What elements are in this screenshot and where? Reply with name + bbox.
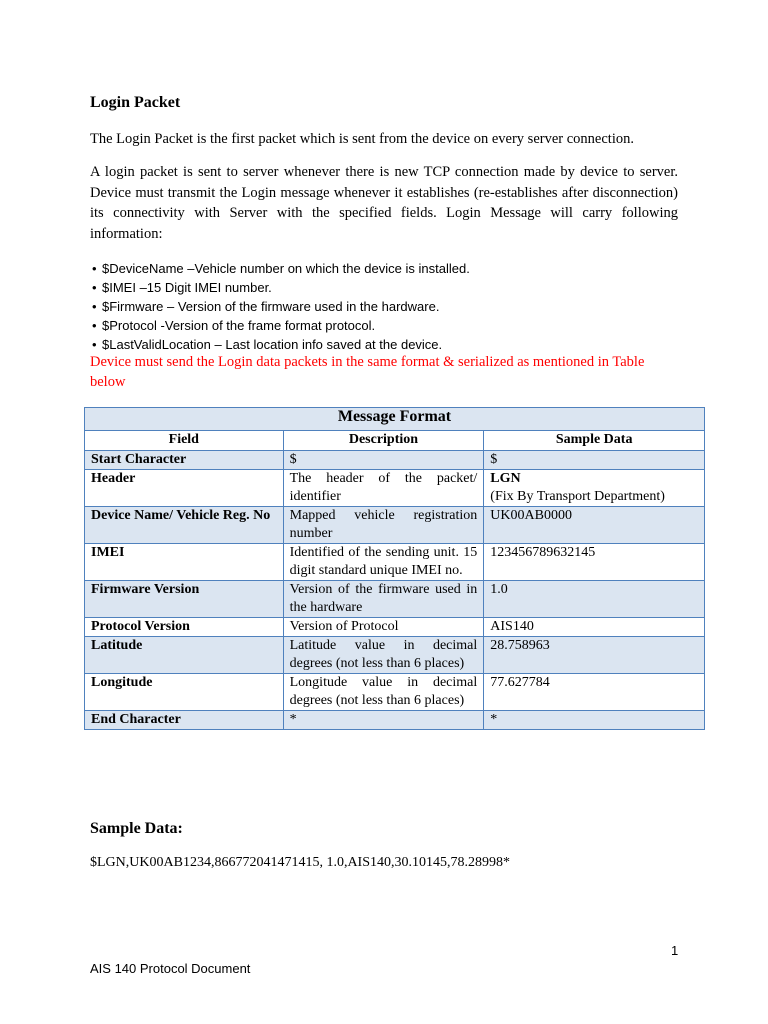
section-heading: Login Packet: [90, 94, 181, 111]
field-cell: Protocol Version: [85, 618, 284, 637]
table-row: [85, 507, 705, 544]
sample-data-string: $LGN,UK00AB1234,866772041471415, 1.0,AIS140,30.10145,78.28998*: [90, 855, 510, 870]
column-header-description: Description: [283, 431, 484, 451]
table-row: [85, 470, 705, 507]
field-cell: Longitude: [85, 674, 284, 711]
description-cell: The header of the packet/ identifier: [283, 470, 484, 507]
page-number: 1: [671, 943, 679, 958]
bullet-icon: •: [92, 299, 97, 314]
field-cell: Device Name/ Vehicle Reg. No: [85, 507, 284, 544]
sample-note: (Fix By Transport Department): [490, 489, 665, 504]
sample-cell: 77.627784: [484, 674, 705, 711]
table-row: [85, 637, 705, 674]
sample-cell: 1.0: [484, 581, 705, 618]
table-row: [85, 618, 705, 637]
field-cell: IMEI: [85, 544, 284, 581]
bullet-icon: •: [92, 318, 97, 333]
description-cell: Version of Protocol: [283, 618, 484, 637]
page-footer: AIS 140 Protocol Document: [90, 961, 251, 976]
description-paragraph: A login packet is sent to server whenever there is new TCP connection made by device to server. Device must transmit the Login message whenever it establishes (re-establishes after disconnection) its connectivity with Server with the specified fields. Login Message will carry following information:: [90, 164, 678, 242]
login-fields-list: [92, 259, 470, 354]
field-cell: Header: [85, 470, 284, 507]
column-header-field: Field: [85, 431, 284, 451]
table-header-row: [85, 431, 705, 451]
bullet-icon: •: [92, 261, 97, 276]
description-cell: Longitude value in decimal degrees (not less than 6 places): [283, 674, 484, 711]
sample-data-heading: Sample Data:: [90, 820, 183, 837]
field-cell: Start Character: [85, 451, 284, 470]
sample-cell: [484, 470, 705, 507]
list-item: • $Protocol -Version of the frame format protocol.: [92, 318, 376, 333]
serialization-note: Device must send the Login data packets in the same format & serialized as mentioned in Table below: [90, 354, 645, 390]
bullet-icon: •: [92, 337, 97, 352]
sample-cell: 123456789632145: [484, 544, 705, 581]
table-row: [85, 711, 705, 730]
list-item: • $LastValidLocation – Last location info saved at the device.: [92, 337, 443, 352]
sample-value: LGN: [490, 471, 521, 486]
intro-paragraph: The Login Packet is the first packet which is sent from the device on every server connection.: [90, 131, 634, 147]
list-item: • $DeviceName –Vehicle number on which the device is installed.: [92, 261, 470, 276]
table-row: [85, 674, 705, 711]
table-caption: Message Format: [85, 408, 705, 431]
table-row: [85, 581, 705, 618]
list-item: • $Firmware – Version of the firmware used in the hardware.: [92, 299, 440, 314]
description-cell: Latitude value in decimal degrees (not less than 6 places): [283, 637, 484, 674]
description-cell: Mapped vehicle registration number: [283, 507, 484, 544]
message-format-table: [84, 407, 705, 730]
field-cell: Latitude: [85, 637, 284, 674]
sample-cell: *: [484, 711, 705, 730]
description-cell: *: [283, 711, 484, 730]
table-row: [85, 451, 705, 470]
sample-cell: 28.758963: [484, 637, 705, 674]
field-cell: Firmware Version: [85, 581, 284, 618]
description-cell: $: [283, 451, 484, 470]
table-row: [85, 544, 705, 581]
sample-cell: UK00AB0000: [484, 507, 705, 544]
column-header-sample-data: Sample Data: [484, 431, 705, 451]
list-item: • $IMEI –15 Digit IMEI number.: [92, 280, 272, 295]
field-cell: End Character: [85, 711, 284, 730]
sample-cell: AIS140: [484, 618, 705, 637]
description-cell: Version of the firmware used in the hardware: [283, 581, 484, 618]
bullet-icon: •: [92, 280, 97, 295]
table-caption-row: [85, 408, 705, 431]
sample-cell: $: [484, 451, 705, 470]
description-cell: Identified of the sending unit. 15 digit standard unique IMEI no.: [283, 544, 484, 581]
